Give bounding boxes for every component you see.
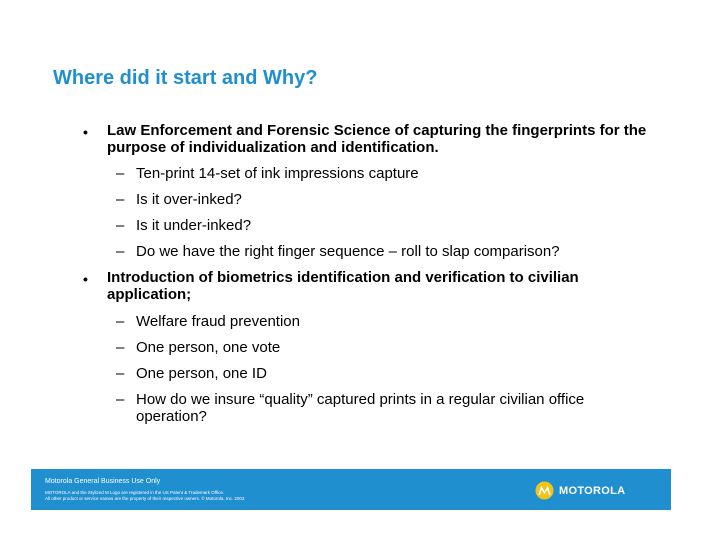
sub-item-dash: –: [116, 339, 125, 356]
motorola-logo: [535, 481, 625, 500]
bullet-marker: •: [83, 124, 88, 140]
sub-item-dash: –: [116, 365, 125, 382]
sub-item-dash: –: [116, 217, 125, 234]
bullet-marker: •: [83, 271, 88, 287]
sub-item-text: Is it over-inked?: [136, 191, 242, 208]
sub-item-text: Ten-print 14-set of ink impressions capture: [136, 165, 419, 182]
sub-item-text: One person, one ID: [136, 365, 267, 382]
slide-title: Where did it start and Why?: [53, 67, 318, 89]
sub-item-text: Is it under-inked?: [136, 217, 252, 234]
sub-item-text: Do we have the right finger sequence – roll to slap comparison?: [136, 243, 560, 260]
motorola-wordmark: MOTOROLA: [559, 484, 626, 497]
sub-item-dash: –: [116, 191, 125, 208]
bullet-text: Law Enforcement and Forensic Science of capturing the fingerprints for the purpose of individualization and identification.: [107, 122, 647, 156]
footer-classification: Motorola General Business Use Only: [45, 478, 161, 485]
sub-item-dash: –: [116, 243, 125, 260]
bullet-text: Introduction of biometrics identification and verification to civilian application;: [107, 269, 579, 303]
sub-item-dash: –: [116, 391, 125, 408]
footer-legal-line: All other product or service names are the property of their respective owners. © Motorola, Inc. 2003: [45, 496, 245, 501]
sub-item-text: One person, one vote: [136, 339, 281, 356]
footer-bar: [31, 469, 671, 510]
footer-legal-line: MOTOROLA and the Stylized M Logo are registered in the US Patent & Trademark Office.: [45, 490, 225, 495]
motorola-m-icon: [535, 481, 554, 500]
sub-item-dash: –: [116, 165, 125, 182]
sub-item-text: How do we insure “quality” captured prints in a regular civilian office operation?: [136, 391, 585, 425]
sub-item-text: Welfare fraud prevention: [136, 313, 300, 330]
sub-item-dash: –: [116, 313, 125, 330]
